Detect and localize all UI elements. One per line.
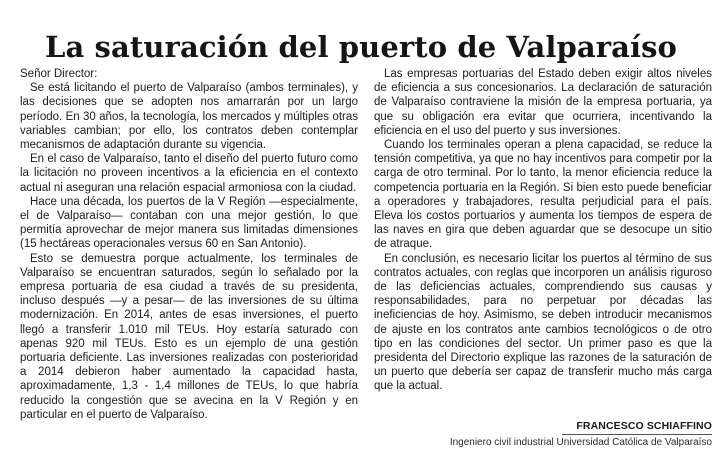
salutation: Señor Director: <box>20 68 98 80</box>
author-title: Ingeniero civil industrial Universidad Católica de Valparaíso <box>449 437 712 448</box>
author-name: FRANCESCO SCHIAFFINO <box>576 420 712 432</box>
signature-divider <box>562 434 712 435</box>
paragraph: Esto se demuestra porque actualmente, los terminales de Valparaíso se encuentran saturados, según lo señalado por la empresa portuaria de esa ciudad a través de su presidenta, incluso después —y a pesar— de las inversiones de su última modernización. En 2014, antes de esas inversiones, el puerto llegó a transferir 1.010 mil TEUs. Hoy estaría saturado con apenas 920 mil TEUs. Esto es un ejemplo de una gestión portuaria deficiente. Las inversiones realizadas con posterioridad a 2014 debieron haber aumentado la capacidad hasta, aproximadamente, 1,3 - 1,4 millones de TEUs, lo que habría reducido la congestión que se avecina en la V Región y en particular en el puerto de Valparaíso. <box>20 252 358 421</box>
paragraph: En conclusión, es necesario licitar los puertos al término de sus contratos actuales, con reglas que incorporen un análisis riguroso de las deficiencias actuales, comprendiendo sus causas y responsabilidades, para no perpetuar por décadas las ineficiencias de hoy. Asimismo, se deben introducir mecanismos de ajuste en los contratos ante cambios tecnológicos o de otro tipo en las condiciones del sector. Un primer paso es que la presidenta del Directorio explique las razones de la saturación de un puerto que debería ser capaz de transferir mucho más carga que la actual. <box>374 252 712 393</box>
paragraph: Cuando los terminales operan a plena capacidad, se reduce la tensión competitiva, ya que no hay incentivos para competir por la carga de otro terminal. Por lo tanto, la menor eficiencia reduce la competencia portuaria en la Región. Si bien esto puede beneficiar a operadores y trabajadores, resulta perjudicial para el país. Eleva los costos portuarios y aumenta los tiempos de espera de las naves en gira que deben aguardar que se desocupe un sitio de atraque. <box>374 139 712 251</box>
right-column <box>374 67 712 394</box>
paragraph: Las empresas portuarias del Estado deben exigir altos niveles de eficiencia a sus concesionarios. La declaración de saturación de Valparaíso contraviene la misión de la empresa portuaria, ya que su obligación era evitar que ocurriera, incentivando la eficiencia en el uso del puerto y sus inversiones. <box>374 68 712 137</box>
left-column <box>20 67 358 422</box>
paragraph: En el caso de Valparaíso, tanto el diseño del puerto futuro como la licitación no proveen incentivos a la eficiencia en el contexto actual ni aseguran una relación espacial armoniosa con la ciudad. <box>20 153 358 194</box>
author-signature <box>374 420 712 449</box>
article-headline: La saturación del puerto de Valparaíso <box>44 30 677 65</box>
paragraph: Hace una década, los puertos de la V Región —especialmente, el de Valparaíso— contaban con una mejor gestión, lo que permitía aprovechar de mejor manera sus limitadas dimensiones (15 hectáreas operacionales versus 60 en San Antonio). <box>20 195 358 251</box>
paragraph: Se está licitando el puerto de Valparaíso (ambos terminales), y las decisiones que se adopten nos amarrarán por un largo período. En 30 años, la tecnología, los mercados y múltiples otras variables cambian; por ello, los contratos deben contemplar mecanismos de adaptación durante su vigencia. <box>20 82 358 152</box>
